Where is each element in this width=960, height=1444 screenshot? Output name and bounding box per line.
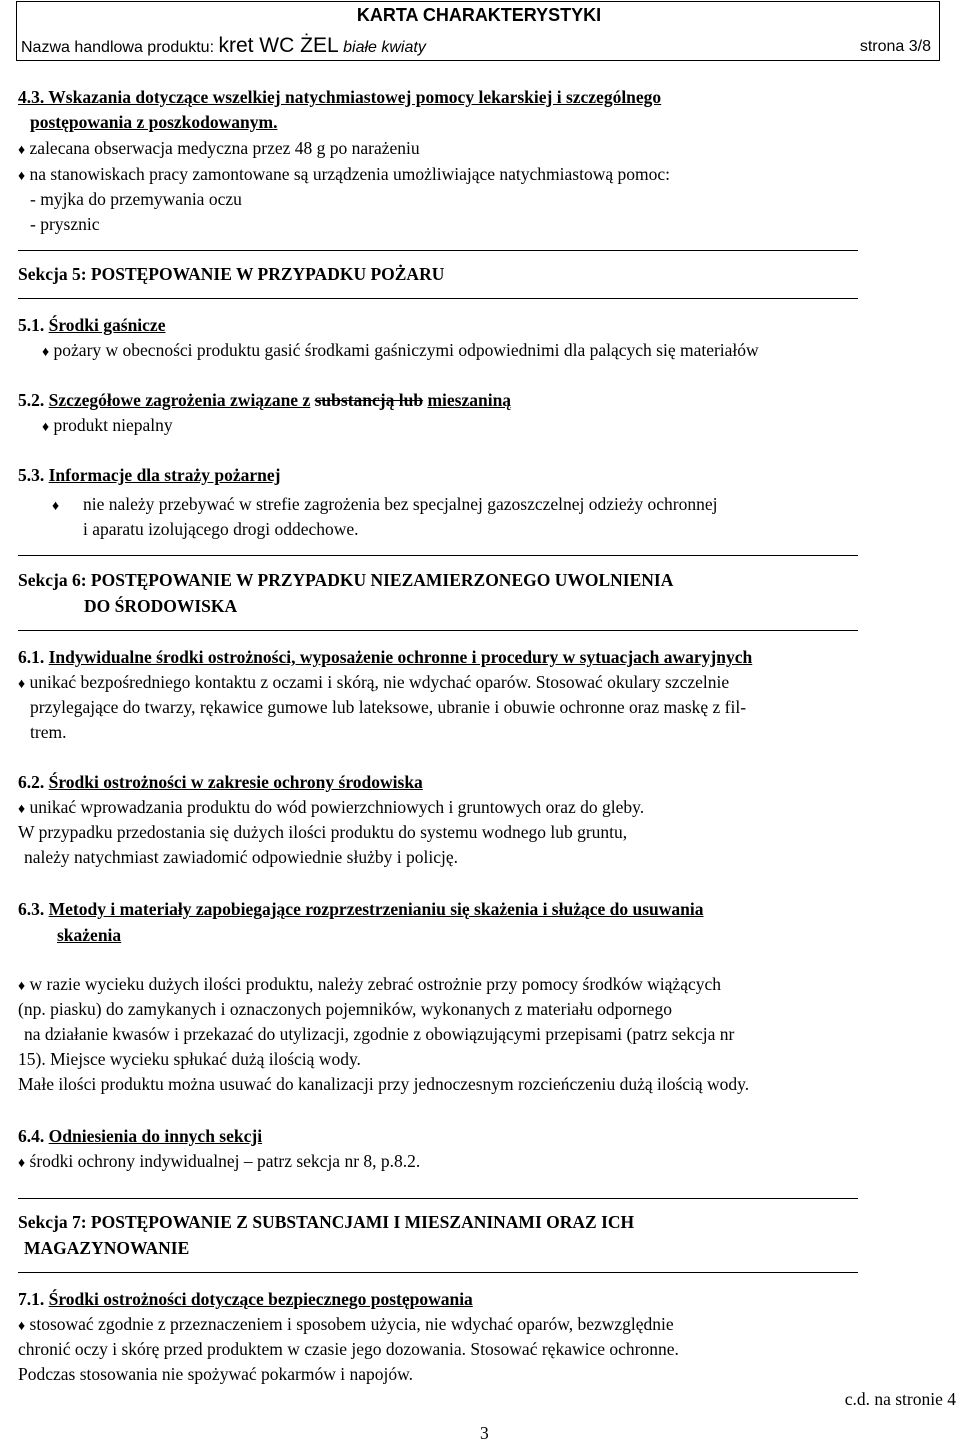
section-divider xyxy=(18,630,858,631)
s6-3-text-line3: na działanie kwasów i przekazać do utylizacji, zgodnie z obowiązującymi przepisami (patrz sekcja nr xyxy=(24,1024,735,1044)
section-divider xyxy=(18,555,858,556)
bullet-item: ♦ pożary w obecności produktu gasić środkami gaśniczymi odpowiednimi dla palących się materiałów xyxy=(42,340,759,360)
s6-4-heading: 6.4. Odniesienia do innych sekcji xyxy=(18,1126,263,1146)
s5-1-heading: 5.1. Środki gaśnicze xyxy=(18,315,166,335)
s4-3-heading-line1: 4.3. Wskazania dotyczące wszelkiej natychmiastowej pomocy lekarskiej i szczególnego xyxy=(18,87,662,107)
s6-3-heading-line1: 6.3. Metody i materiały zapobiegające rozprzestrzenianiu się skażenia i służące do usuwania xyxy=(18,899,704,919)
bullet-item: ♦ stosować zgodnie z przeznaczeniem i sposobem użycia, nie wdychać oparów, bezwzględnie xyxy=(18,1314,674,1334)
diamond-bullet-icon: ♦ xyxy=(42,345,50,360)
product-name: kret WC ŻEL xyxy=(218,34,339,57)
s6-3-heading-line2: skażenia xyxy=(57,925,122,945)
bullet-item: ♦ w razie wycieku dużych ilości produktu, należy zebrać ostrożnie przy pomocy środków wiążących xyxy=(18,974,722,994)
sub-item: - prysznic xyxy=(30,214,100,234)
section-6-title-line1: Sekcja 6: POSTĘPOWANIE W PRZYPADKU NIEZAMIERZONEGO UWOLNIENIA xyxy=(18,570,674,590)
product-name-label: Nazwa handlowa produktu: xyxy=(21,39,215,56)
s5-3-text-line2: i aparatu izolującego drogi oddechowe. xyxy=(83,519,359,539)
bullet-item: ♦ środki ochrony indywidualnej – patrz sekcja nr 8, p.8.2. xyxy=(18,1151,421,1171)
section-5-title: Sekcja 5: POSTĘPOWANIE W PRZYPADKU POŻARU xyxy=(18,264,445,284)
s5-3-text-line1: nie należy przebywać w strefie zagrożenia bez specjalnej gazoszczelnej odzieży ochronnej xyxy=(83,494,718,514)
s6-1-heading: 6.1. Indywidualne środki ostrożności, wyposażenie ochronne i procedury w sytuacjach awaryjnych xyxy=(18,647,753,667)
diamond-bullet-icon: ♦ xyxy=(18,677,26,692)
document-header xyxy=(16,1,940,61)
bullet-item: ♦ unikać wprowadzania produktu do wód powierzchniowych i gruntowych oraz do gleby. xyxy=(18,797,645,817)
s7-1-text-line2: chronić oczy i skórę przed produktem w czasie jego dozowania. Stosować rękawice ochronne. xyxy=(18,1339,679,1359)
s7-1-heading: 7.1. Środki ostrożności dotyczące bezpiecznego postępowania xyxy=(18,1289,473,1309)
diamond-bullet-icon: ♦ xyxy=(18,1156,26,1171)
section-divider xyxy=(18,1272,858,1273)
s6-2-text-line3: należy natychmiast zawiadomić odpowiednie służby i policję. xyxy=(24,847,458,867)
diamond-bullet-icon: ♦ xyxy=(42,420,50,435)
s4-3-heading-line2: postępowania z poszkodowanym. xyxy=(30,112,278,132)
diamond-bullet-icon: ♦ xyxy=(18,143,26,158)
s6-2-text-line2: W przypadku przedostania się dużych ilości produktu do systemu wodnego lub gruntu, xyxy=(18,822,628,842)
diamond-bullet-icon: ♦ xyxy=(18,979,26,994)
page-number: 3 xyxy=(480,1423,489,1443)
s5-3-heading: 5.3. Informacje dla straży pożarnej xyxy=(18,465,281,485)
product-name-line xyxy=(21,34,426,58)
s5-2-heading: 5.2. Szczegółowe zagrożenia związane z substancją lub mieszaniną xyxy=(18,390,512,410)
page-indicator: strona 3/8 xyxy=(859,38,931,55)
section-divider xyxy=(18,298,858,299)
diamond-bullet-icon: ♦ xyxy=(18,1319,26,1334)
section-divider xyxy=(18,1198,858,1199)
header-title: KARTA CHARAKTERYSTYKI xyxy=(356,5,602,25)
bullet-item: ♦ zalecana obserwacja medyczna przez 48 g po narażeniu xyxy=(18,138,420,158)
s7-1-text-line3: Podczas stosowania nie spożywać pokarmów i napojów. xyxy=(18,1364,413,1384)
bullet-item: ♦ produkt niepalny xyxy=(42,415,173,435)
s6-3-text-line4: 15). Miejsce wycieku spłukać dużą ilością wody. xyxy=(18,1049,361,1069)
sub-item: - myjka do przemywania oczu xyxy=(30,189,242,209)
bullet-item: ♦ na stanowiskach pracy zamontowane są urządzenia umożliwiające natychmiastową pomoc: xyxy=(18,164,670,184)
s6-1-text-line2: przylegające do twarzy, rękawice gumowe lub lateksowe, ubranie i obuwie ochronne oraz maskę z fil- xyxy=(30,697,747,717)
bullet-item: ♦ unikać bezpośredniego kontaktu z oczami i skórą, nie wdychać oparów. Stosować okulary szczelnie xyxy=(18,672,730,692)
s6-3-text-line2: (np. piasku) do zamykanych i oznaczonych pojemników, wykonanych z materiału odpornego xyxy=(18,999,672,1019)
s6-1-text-line3: trem. xyxy=(30,722,67,742)
product-variant: białe kwiaty xyxy=(343,39,426,56)
s6-3-text-line5: Małe ilości produktu można usuwać do kanalizacji przy jednoczesnym rozcieńczeniu dużą ilością wody. xyxy=(18,1074,750,1094)
diamond-bullet-icon: ♦ xyxy=(18,802,26,817)
section-divider xyxy=(18,250,858,251)
continued-note: c.d. na stronie 4 xyxy=(844,1389,956,1409)
diamond-bullet-icon: ♦ xyxy=(52,499,60,514)
section-6-title-line2: DO ŚRODOWISKA xyxy=(84,596,238,616)
section-7-title-line1: Sekcja 7: POSTĘPOWANIE Z SUBSTANCJAMI I MIESZANINAMI ORAZ ICH xyxy=(18,1212,635,1232)
s6-2-heading: 6.2. Środki ostrożności w zakresie ochrony środowiska xyxy=(18,772,423,792)
section-7-title-line2: MAGAZYNOWANIE xyxy=(24,1238,190,1258)
diamond-bullet-icon: ♦ xyxy=(18,169,26,184)
